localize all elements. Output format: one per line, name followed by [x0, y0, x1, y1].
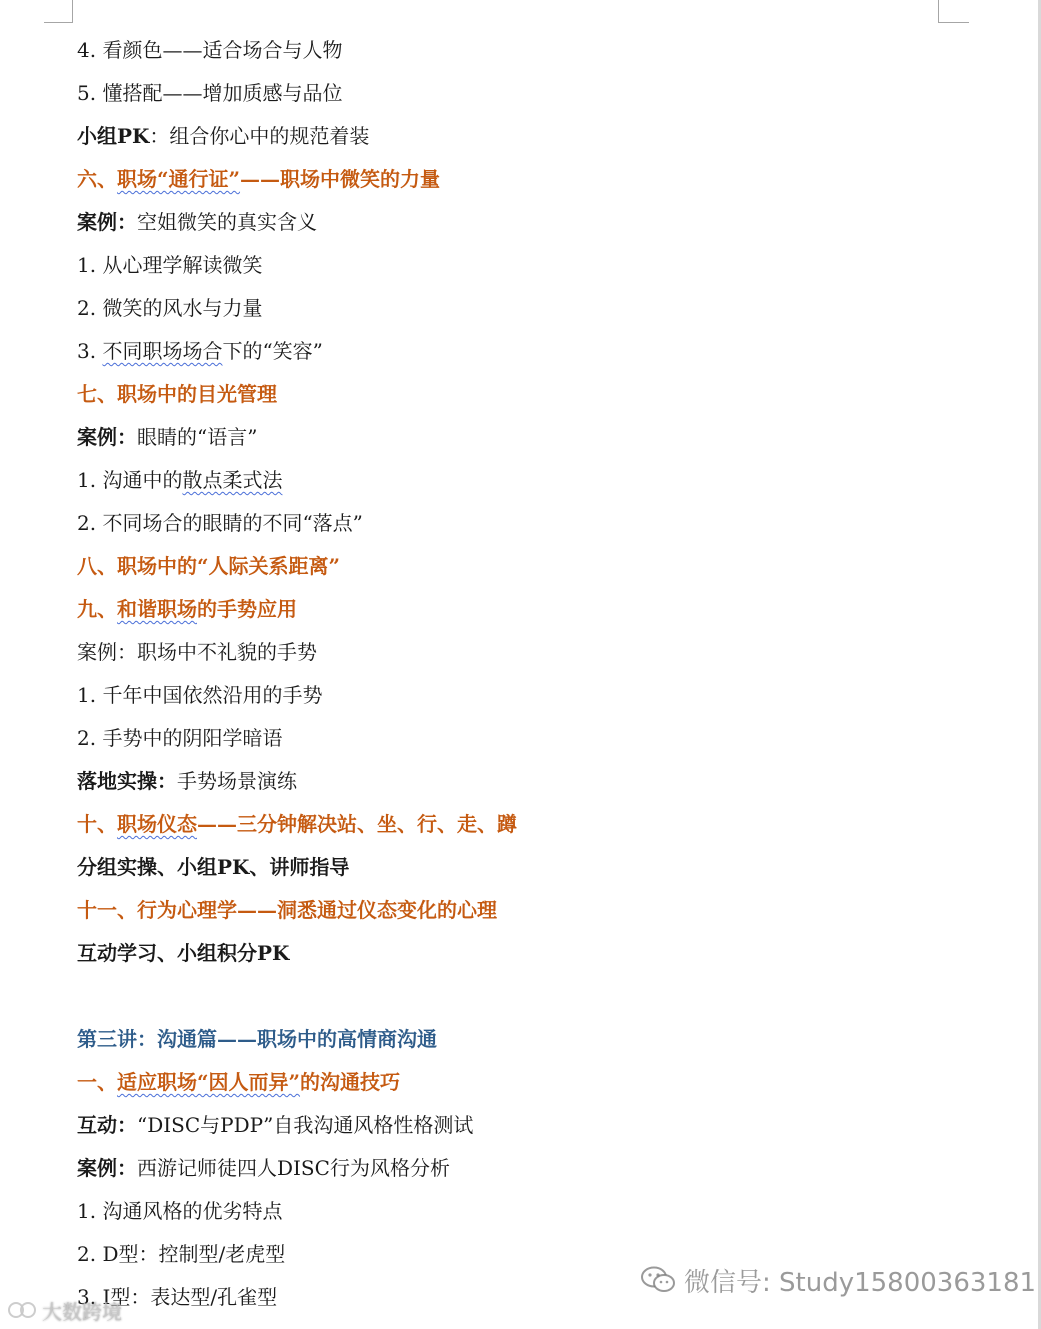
text-run: 七、职场中的目光管理: [77, 382, 277, 406]
text-run: 适应职场“因人而异”: [117, 1070, 301, 1094]
section-heading: [77, 373, 977, 416]
text-run: 2. D型：控制型/老虎型: [77, 1242, 286, 1266]
text-run: 分组实操、小组PK、讲师指导: [77, 855, 350, 879]
brand-watermark-text: 大数跨境: [42, 1299, 122, 1324]
section-heading: [77, 1018, 977, 1061]
text-run: 职场仪态: [117, 812, 197, 836]
paragraph-line: [77, 674, 977, 717]
paragraph-line: [77, 717, 977, 760]
blank-line: [77, 975, 977, 1018]
text-run: 第三讲：沟通篇——职场中的高情商沟通: [77, 1027, 437, 1051]
text-run: 十、: [77, 812, 117, 836]
text-run: 西游记师徒四人DISC行为风格分析: [137, 1156, 450, 1180]
brand-watermark: [8, 1296, 122, 1324]
section-heading: [77, 158, 977, 201]
paragraph-line: [77, 502, 977, 545]
paragraph-line: [77, 1104, 977, 1147]
text-run: 小组PK: [77, 124, 150, 148]
text-run: 4. 看颜色——适合场合与人物: [77, 38, 343, 62]
paragraph-line: [77, 201, 977, 244]
text-run: 案例：: [77, 425, 137, 449]
text-run: ——职场中微笑的力量: [240, 167, 441, 191]
text-run: 空姐微笑的真实含义: [137, 210, 317, 234]
text-run: 不同职场场合: [102, 339, 223, 363]
wechat-icon: [640, 1265, 676, 1295]
text-run: 3.: [77, 339, 103, 363]
paragraph-line: [77, 846, 977, 889]
text-run: 六、: [77, 167, 117, 191]
text-run: 1. 千年中国依然沿用的手势: [77, 683, 323, 707]
section-heading: [77, 545, 977, 588]
text-run: 下的“笑容”: [222, 339, 323, 363]
paragraph-line: [77, 760, 977, 803]
page-corner-mark-left: [44, 0, 73, 23]
text-run: 2. 微笑的风水与力量: [77, 296, 263, 320]
paragraph-line: [77, 1147, 977, 1190]
text-run: 职场“通行证”: [117, 167, 241, 191]
wechat-watermark-text: 微信号: Study15800363181: [684, 1267, 1037, 1298]
paragraph-line: [77, 115, 977, 158]
section-heading: [77, 803, 977, 846]
text-run: 案例：: [77, 1156, 137, 1180]
text-run: 的沟通技巧: [300, 1070, 401, 1094]
paragraph-line: [77, 72, 977, 115]
text-run: 一、: [77, 1070, 117, 1094]
section-heading: [77, 1061, 977, 1104]
text-run: 案例：职场中不礼貌的手势: [77, 640, 317, 664]
paragraph-line: [77, 330, 977, 373]
paragraph-line: [77, 459, 977, 502]
page-corner-mark-right: [938, 0, 969, 23]
text-run: 3. I型：表达型/孔雀型: [77, 1285, 278, 1309]
text-run: 落地实操：: [77, 769, 177, 793]
text-run: 1. 沟通风格的优劣特点: [77, 1199, 283, 1223]
paragraph-line: [77, 29, 977, 72]
paragraph-line: [77, 287, 977, 330]
text-run: 八、职场中的“人际关系距离”: [77, 554, 341, 578]
text-run: 互动：: [77, 1113, 137, 1137]
paragraph-line: [77, 631, 977, 674]
text-run: 和谐职场: [117, 597, 197, 621]
text-run: “DISC与PDP”自我沟通风格性格测试: [137, 1113, 474, 1137]
text-run: 1. 从心理学解读微笑: [77, 253, 263, 277]
text-run: 十一、行为心理学——洞悉通过仪态变化的心理: [77, 898, 497, 922]
text-run: 2. 不同场合的眼睛的不同“落点”: [77, 511, 363, 535]
text-run: 的手势应用: [197, 597, 297, 621]
text-run: 1. 沟通中的: [77, 468, 183, 492]
section-heading: [77, 889, 977, 932]
wechat-watermark: [640, 1260, 1036, 1300]
paragraph-line: [77, 932, 977, 975]
paragraph-line: [77, 1190, 977, 1233]
text-run: 眼睛的“语言”: [137, 425, 258, 449]
text-run: 互动学习、小组积分PK: [77, 941, 290, 965]
text-run: ——三分钟解决站、坐、行、走、蹲: [197, 812, 517, 836]
paragraph-line: [77, 416, 977, 459]
text-run: 案例：: [77, 210, 137, 234]
text-run: 九、: [77, 597, 117, 621]
text-run: 散点柔式法: [182, 468, 283, 492]
text-run: 2. 手势中的阴阳学暗语: [77, 726, 283, 750]
brand-logo-icon: [8, 1299, 38, 1321]
text-run: 5. 懂搭配——增加质感与品位: [77, 81, 343, 105]
section-heading: [77, 588, 977, 631]
text-run: 手势场景演练: [177, 769, 297, 793]
paragraph-line: [77, 244, 977, 287]
text-run: ：组合你心中的规范着装: [149, 124, 370, 148]
document-body: [77, 29, 977, 1319]
